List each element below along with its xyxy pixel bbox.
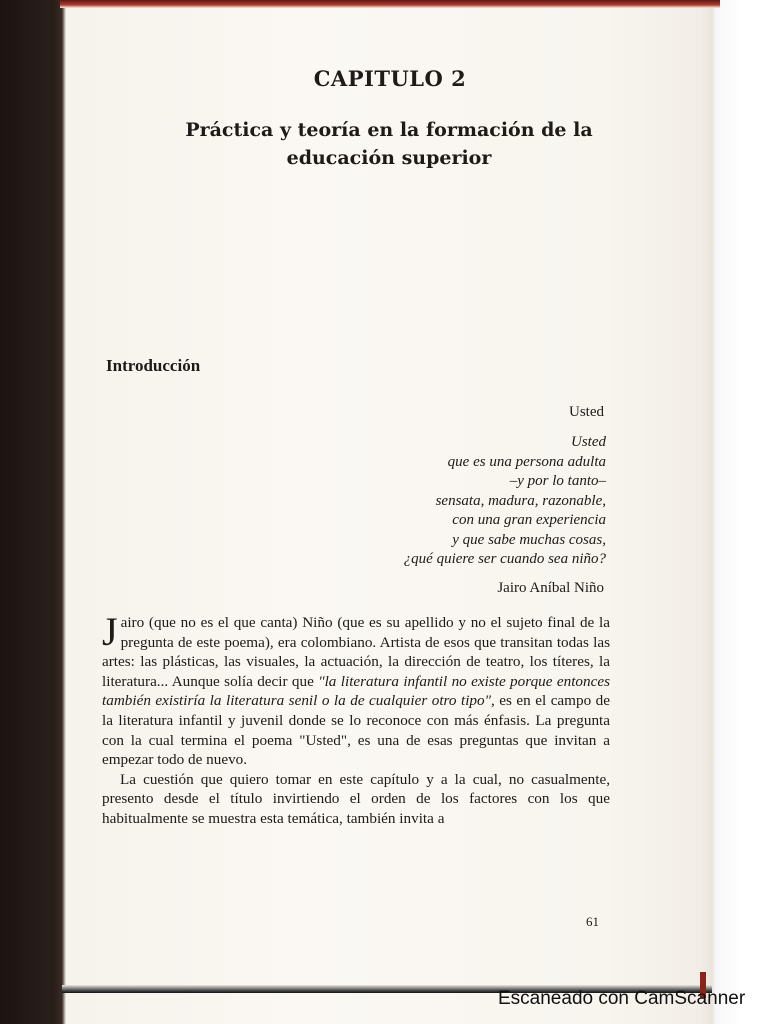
section-heading: Introducción xyxy=(106,356,201,375)
drop-cap: J xyxy=(102,609,118,654)
paragraph-1-text: airo (que no es el que canta) Niño (que es su apellido y no el sujeto final de la pregunta de este poema), era colombiano. Artista de esos que transitan todas las artes: las plásticas, las visuales, la actuación, la dirección de teatro, los títeres, la literatura... Aunque solía decir que xyxy=(102,614,610,690)
book-page xyxy=(66,8,714,984)
chapter-title xyxy=(126,116,652,172)
chapter-title-line-1: Práctica y teoría en la formación de la xyxy=(185,119,593,141)
poem-line: sensata, madura, razonable, xyxy=(435,492,606,509)
poem-title: Usted xyxy=(569,404,604,420)
page-number: 61 xyxy=(586,914,599,929)
poem-line: con una gran experiencia xyxy=(452,512,606,528)
poem-epigraph xyxy=(404,433,606,570)
chapter-title-line-2: educación superior xyxy=(286,147,492,169)
book-cover-edge xyxy=(60,0,720,8)
paragraph-1-text-end: , es en el campo de la literatura infantil y juvenil donde se lo reconoce con más énfasis. La pregunta con la cual termina el poema "Usted", es una de esas preguntas que invitan a empezar todo de nuevo. xyxy=(102,692,610,769)
poem-line: Usted xyxy=(571,434,606,450)
poem-line: que es una persona adulta xyxy=(447,453,606,470)
poem-line: ¿qué quiere ser cuando sea niño? xyxy=(403,551,606,567)
paragraph-2: La cuestión que quiero tomar en este capítulo y a la cual, no casualmente, presento desde el título invirtiendo el orden de los factores con los que habitualmente se muestra esta temática, también invita a xyxy=(102,770,610,827)
paragraph-1-quote: "la literatura infantil no existe porque entonces también existiría la literatura senil o la de cualquier otro tipo" xyxy=(102,672,610,710)
chapter-label: CAPITULO 2 xyxy=(313,66,467,91)
poem-line: –y por lo tanto– xyxy=(509,473,606,489)
body-text xyxy=(102,609,610,829)
poem-author: Jairo Aníbal Niño xyxy=(497,580,604,596)
paragraph-1 xyxy=(102,609,610,770)
poem-line: y que sabe muchas cosas, xyxy=(452,531,606,548)
scanner-watermark: Escaneado con CamScanner xyxy=(498,988,746,1009)
